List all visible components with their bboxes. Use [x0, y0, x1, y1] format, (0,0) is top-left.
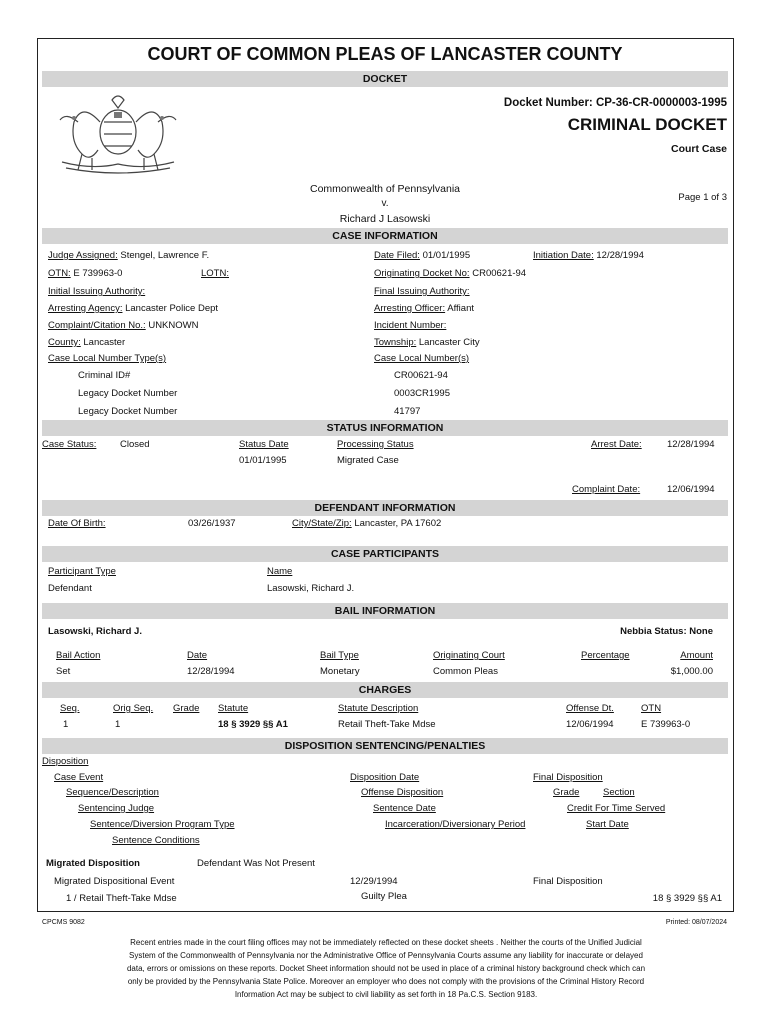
arresting-officer-value: Affiant: [447, 303, 474, 314]
disp-label-disposition: Disposition: [42, 756, 89, 767]
page-info: Page 1 of 3: [678, 192, 727, 203]
bail-type-value: Monetary: [320, 666, 360, 677]
charges-col-offense-date: Offense Dt.: [566, 703, 614, 714]
city-state-zip-label: City/State/Zip:: [292, 518, 352, 529]
judge-label: Judge Assigned:: [48, 250, 118, 261]
case-info-title: CASE INFORMATION: [332, 230, 438, 242]
disp-label-grade: Grade: [553, 787, 580, 798]
disposition-title: DISPOSITION SENTENCING/PENALTIES: [284, 740, 486, 752]
docket-type: CRIMINAL DOCKET: [567, 115, 727, 134]
local-type-3: Legacy Docket Number: [78, 406, 178, 417]
disp-label-incarceration: Incarceration/Diversionary Period: [385, 819, 526, 830]
initial-authority-label: Initial Issuing Authority:: [48, 286, 146, 297]
printed-date: Printed: 08/07/2024: [665, 919, 727, 926]
migrated-disposition-label: Migrated Disposition: [46, 858, 140, 869]
local-type-2: Legacy Docket Number: [78, 388, 178, 399]
participant-type-label: Participant Type: [48, 566, 116, 577]
bail-col-type: Bail Type: [320, 650, 359, 661]
disp-label-sequence: Sequence/Description: [66, 787, 159, 798]
disclaimer-line: only be provided by the Pennsylvania State Police. Moreover an employer who does not comply with the provisions of the Criminal History Record: [127, 977, 645, 986]
complaint-label: Complaint/Citation No.:: [48, 320, 146, 331]
court-title: COURT OF COMMON PLEAS OF LANCASTER COUNTY: [147, 44, 623, 64]
processing-status-label: Processing Status: [337, 439, 414, 450]
initiation-value: 12/28/1994: [596, 250, 644, 261]
charge-offense-date-value: 12/06/1994: [566, 719, 614, 730]
bail-person: Lasowski, Richard J.: [48, 626, 142, 637]
charges-col-orig-seq: Orig Seq.: [113, 703, 154, 714]
county-label: County:: [48, 337, 81, 348]
caption-versus: v.: [381, 198, 389, 209]
charge-otn-value: E 739963-0: [641, 719, 691, 730]
bail-col-date: Date: [187, 650, 208, 661]
disp-label-final: Final Disposition: [533, 772, 603, 783]
date-filed-value: 01/01/1995: [422, 250, 471, 261]
complaint-value: UNKNOWN: [148, 320, 199, 331]
disclaimer-line: Recent entries made in the court filing offices may not be immediately reflected on these docket sheets . Neither the courts of the Unified Judicial: [130, 938, 642, 947]
charges-col-seq: Seq.: [60, 703, 80, 714]
city-state-zip-value: Lancaster, PA 17602: [354, 518, 442, 529]
defendant-info-title: DEFENDANT INFORMATION: [314, 502, 456, 514]
local-type-1: Criminal ID#: [78, 370, 131, 381]
orig-docket-value: CR00621-94: [472, 268, 527, 279]
local-number-1: CR00621-94: [394, 370, 448, 381]
dob-label: Date Of Birth:: [48, 518, 106, 529]
final-authority-label: Final Issuing Authority:: [374, 286, 470, 297]
form-id: CPCMS 9082: [42, 919, 85, 926]
disp-label-conditions: Sentence Conditions: [112, 835, 200, 846]
charge-statute-value: 18 § 3929 §§ A1: [218, 719, 288, 730]
local-number-2: 0003CR1995: [394, 388, 450, 399]
processing-status-value: Migrated Case: [337, 455, 399, 466]
incident-label: Incident Number:: [374, 320, 447, 331]
disp-label-sentencing-judge: Sentencing Judge: [78, 803, 155, 814]
disp-label-credit: Credit For Time Served: [567, 803, 666, 814]
otn-value: E 739963-0: [73, 268, 123, 279]
arresting-agency-value: Lancaster Police Dept: [125, 303, 219, 314]
migrated-event-label: Migrated Dispositional Event: [54, 876, 175, 887]
migrated-event-final: Final Disposition: [533, 876, 603, 887]
participant-name-label: Name: [267, 566, 293, 577]
otn-label: OTN:: [48, 268, 71, 279]
charge-description-value: Retail Theft-Take Mdse: [338, 719, 436, 730]
bail-title: BAIL INFORMATION: [334, 605, 436, 617]
charges-col-otn: OTN: [641, 703, 662, 714]
bail-col-action: Bail Action: [56, 650, 101, 661]
arresting-agency-label: Arresting Agency:: [48, 303, 123, 314]
disp-label-case-event: Case Event: [54, 772, 104, 783]
charge-orig-seq-value: 1: [115, 719, 121, 730]
arresting-officer-label: Arresting Officer:: [374, 303, 446, 314]
complaint-date-label: Complaint Date:: [572, 484, 641, 495]
disclaimer-line: data, errors or omissions on these reports. Docket Sheet information should not be used in place of a criminal history background check which can: [126, 964, 646, 973]
initiation-label: Initiation Date:: [533, 250, 594, 261]
orig-docket-label: Originating Docket No:: [374, 268, 470, 279]
arrest-date-label: Arrest Date:: [591, 439, 642, 450]
bail-date-value: 12/28/1994: [187, 666, 235, 677]
migrated-event-date: 12/29/1994: [350, 876, 398, 887]
disp-label-start-date: Start Date: [586, 819, 629, 830]
bail-col-amount: Amount: [680, 650, 713, 661]
nebbia-status: Nebbia Status: None: [620, 626, 713, 637]
charges-title: CHARGES: [358, 684, 412, 696]
case-status-value: Closed: [120, 439, 150, 450]
caption-plaintiff: Commonwealth of Pennsylvania: [310, 183, 460, 195]
disp-label-program-type: Sentence/Diversion Program Type: [90, 819, 235, 830]
participants-title: CASE PARTICIPANTS: [330, 548, 440, 560]
disp-label-sentence-date: Sentence Date: [373, 803, 436, 814]
migrated-disposition-value: Defendant Was Not Present: [197, 858, 315, 869]
disp-charge-statute: 18 § 3929 §§ A1: [652, 893, 722, 904]
status-info-title: STATUS INFORMATION: [326, 422, 444, 434]
docket-number: Docket Number: CP-36-CR-0000003-1995: [503, 97, 727, 109]
bail-col-percentage: Percentage: [581, 650, 630, 661]
court-case-label: Court Case: [670, 143, 727, 155]
docket-bar-title: DOCKET: [362, 73, 408, 85]
disclaimer: [88, 936, 684, 1001]
lotn-label: LOTN:: [201, 268, 229, 279]
charges-col-statute: Statute: [218, 703, 249, 714]
charge-seq-value: 1: [63, 719, 69, 730]
disp-label-date: Disposition Date: [350, 772, 420, 783]
disp-charge-description: 1 / Retail Theft-Take Mdse: [66, 893, 177, 904]
participant-type-value: Defendant: [48, 583, 92, 594]
local-number-3: 41797: [394, 406, 421, 417]
disp-charge-plea: Guilty Plea: [361, 891, 407, 902]
bail-col-court: Originating Court: [433, 650, 505, 661]
charges-col-grade: Grade: [173, 703, 200, 714]
status-date-value: 01/01/1995: [239, 455, 287, 466]
charges-col-description: Statute Description: [338, 703, 419, 714]
disclaimer-line: Information Act may be subject to civil liability as set forth in 18 Pa.C.S. Section 9183.: [234, 990, 538, 999]
judge-value: Stengel, Lawrence F.: [120, 250, 210, 261]
case-status-label: Case Status:: [42, 439, 97, 450]
county-value: Lancaster: [83, 337, 126, 348]
local-numbers-label: Case Local Number(s): [374, 353, 470, 364]
dob-value: 03/26/1937: [188, 518, 236, 529]
local-number-types-label: Case Local Number Type(s): [48, 353, 167, 364]
disp-label-section: Section: [603, 787, 635, 798]
pennsylvania-seal-icon: [52, 92, 184, 174]
date-filed-label: Date Filed:: [374, 250, 420, 261]
participant-name-value: Lasowski, Richard J.: [267, 583, 355, 594]
township-label: Township:: [374, 337, 417, 348]
arrest-date-value: 12/28/1994: [667, 439, 715, 450]
status-date-label: Status Date: [239, 439, 289, 450]
bail-action-value: Set: [56, 666, 71, 677]
complaint-date-value: 12/06/1994: [667, 484, 715, 495]
bail-amount-value: $1,000.00: [670, 666, 713, 677]
bail-court-value: Common Pleas: [433, 666, 498, 677]
caption-defendant: Richard J Lasowski: [339, 213, 431, 225]
disp-label-offense-disposition: Offense Disposition: [361, 787, 444, 798]
disclaimer-line: System of the Commonwealth of Pennsylvania nor the Administrative Office of Pennsylvania Courts assume any liability for inaccurate or delayed: [129, 951, 643, 960]
township-value: Lancaster City: [418, 337, 480, 348]
